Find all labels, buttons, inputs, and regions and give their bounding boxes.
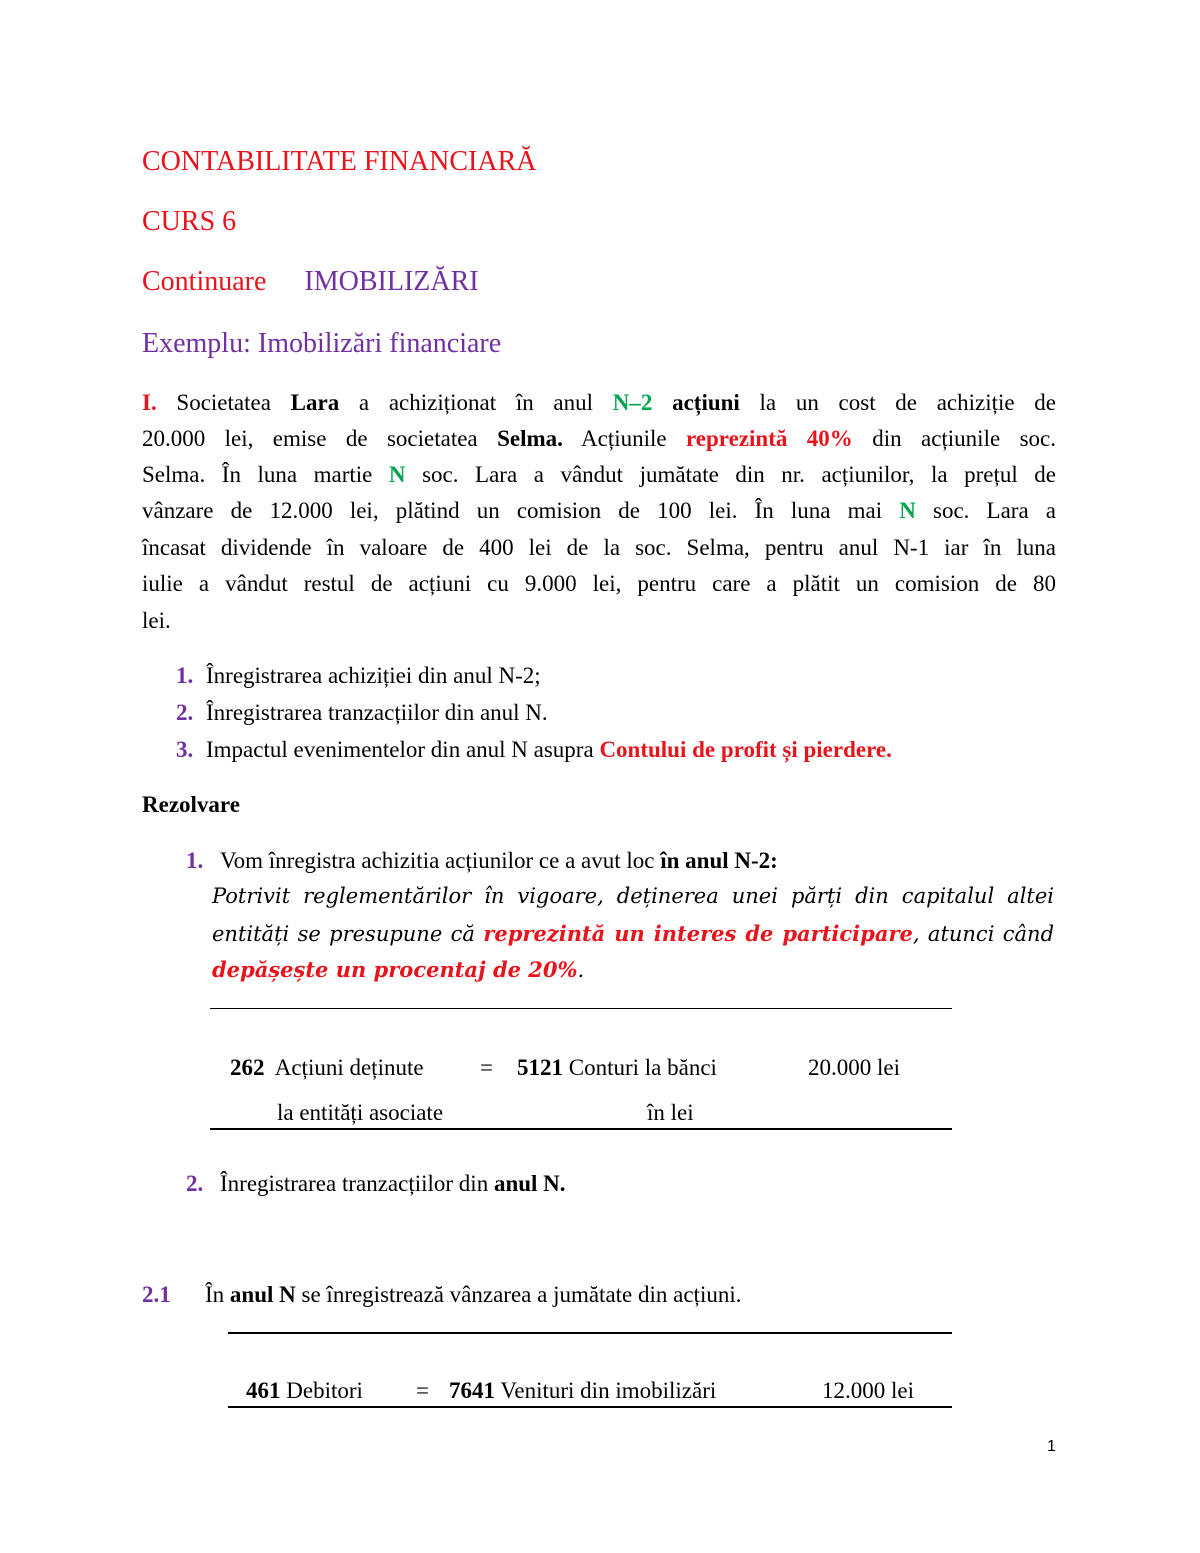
entry1-credit-cont: în lei bbox=[647, 1100, 694, 1125]
year-n: N bbox=[899, 498, 916, 523]
task-number: 3. bbox=[176, 737, 194, 762]
note-line-2 bbox=[212, 921, 1054, 946]
problem-line-6: iulie a vândut restul de acțiuni cu 9.000 lei, pentru care a plătit un comision de 80 bbox=[142, 571, 1056, 596]
continue-label: Continuare bbox=[142, 266, 267, 297]
step-2 bbox=[186, 1171, 566, 1197]
section-heading bbox=[142, 266, 479, 298]
entry1-debit-cont: la entități asociate bbox=[277, 1100, 444, 1125]
text: Selma. În luna martie bbox=[142, 462, 389, 487]
year-n: N bbox=[388, 462, 406, 487]
step-text: se înregistrează vânzarea a jumătate din acțiuni. bbox=[295, 1282, 742, 1307]
text: , atunci când bbox=[912, 922, 1055, 946]
note-line-1: Potrivit reglementărilor în vigoare, deținerea unei părți din capitalul altei bbox=[212, 884, 1054, 908]
text: Acțiunile bbox=[562, 426, 687, 451]
step-2-1 bbox=[142, 1282, 741, 1308]
task-text: Înregistrarea tranzacțiilor din anul N. bbox=[206, 700, 548, 725]
step-number: 2. bbox=[186, 1171, 204, 1196]
entry1-debit bbox=[230, 1055, 424, 1081]
divider bbox=[228, 1406, 952, 1408]
account-name: Venituri din imobilizări bbox=[495, 1378, 717, 1403]
problem-line-3 bbox=[142, 462, 1056, 488]
entry2-credit bbox=[449, 1378, 716, 1404]
step-text: Înregistrarea tranzacțiilor din bbox=[220, 1171, 494, 1196]
step-year: anul N bbox=[229, 1282, 296, 1307]
task-highlight: Contului de profit și pierdere. bbox=[599, 737, 892, 762]
step-1 bbox=[186, 848, 778, 874]
step-year: anul N. bbox=[493, 1171, 566, 1196]
text: vânzare de 12.000 lei, plătind un comision de 100 lei. În luna mai bbox=[142, 498, 900, 523]
step-year: în anul N-2: bbox=[660, 848, 778, 873]
text: din acțiunile soc. bbox=[852, 426, 1056, 451]
text: soc. Lara a vândut jumătate din nr. acțiunilor, la prețul de bbox=[405, 462, 1056, 487]
text: Societatea bbox=[176, 390, 291, 415]
problem-line-7: lei. bbox=[142, 608, 171, 633]
shares-term: acțiuni bbox=[672, 390, 740, 415]
participation-interest: reprezintă un interes de participare bbox=[483, 921, 913, 946]
step-number: 2.1 bbox=[142, 1282, 171, 1307]
account-code: 461 bbox=[246, 1378, 281, 1403]
entry1-equals: = bbox=[480, 1055, 493, 1080]
percentage-highlight: reprezintă 40% bbox=[686, 426, 853, 451]
entry2-amount: 12.000 lei bbox=[822, 1378, 914, 1403]
account-code: 262 bbox=[230, 1055, 265, 1080]
entry1-credit bbox=[517, 1055, 717, 1081]
step-text: Vom înregistra achizitia acțiunilor ce a avut loc bbox=[220, 848, 661, 873]
problem-line-4 bbox=[142, 498, 1056, 524]
account-name: Debitori bbox=[280, 1378, 363, 1403]
course-number: CURS 6 bbox=[142, 206, 237, 237]
year-n2: N–2 bbox=[612, 390, 653, 415]
text: a achiziționat în anul bbox=[339, 390, 613, 415]
entry1-amount: 20.000 lei bbox=[808, 1055, 900, 1080]
text: 20.000 lei, emise de societatea bbox=[142, 426, 498, 451]
problem-line-1 bbox=[142, 390, 1056, 416]
problem-line-5: încasat dividende în valoare de 400 lei de la soc. Selma, pentru anul N-1 iar în luna bbox=[142, 535, 1056, 560]
task-text: Înregistrarea achiziției din anul N-2; bbox=[206, 663, 541, 688]
task-number: 2. bbox=[176, 700, 194, 725]
account-name: Conturi la bănci bbox=[568, 1055, 717, 1080]
divider bbox=[228, 1332, 952, 1334]
text: entități se presupune că bbox=[212, 922, 484, 946]
problem-line-2 bbox=[142, 426, 1056, 452]
solution-heading: Rezolvare bbox=[142, 792, 240, 817]
task-text: Impactul evenimentelor din anul N asupra bbox=[206, 737, 600, 762]
example-heading: Exemplu: Imobilizări financiare bbox=[142, 328, 502, 359]
document-title: CONTABILITATE FINANCIARĂ bbox=[142, 146, 537, 177]
step-number: 1. bbox=[186, 848, 204, 873]
page-number: 1 bbox=[1047, 1438, 1056, 1455]
entry2-debit bbox=[246, 1378, 363, 1404]
divider bbox=[210, 1128, 952, 1130]
text bbox=[652, 390, 672, 415]
note-line-3 bbox=[212, 957, 584, 982]
company-lara: Lara bbox=[290, 390, 340, 415]
text: la un cost de achiziție de bbox=[739, 390, 1057, 415]
task-number: 1. bbox=[176, 663, 194, 688]
entry2-equals: = bbox=[416, 1378, 429, 1403]
company-selma: Selma. bbox=[497, 426, 563, 451]
account-code: 7641 bbox=[449, 1378, 495, 1403]
roman-numeral: I. bbox=[142, 390, 157, 415]
continue-topic: IMOBILIZĂRI bbox=[304, 266, 479, 297]
step-text: În bbox=[205, 1282, 230, 1307]
text: soc. Lara a bbox=[915, 498, 1056, 523]
divider bbox=[210, 1008, 952, 1009]
threshold-highlight: depășește un procentaj de 20% bbox=[212, 957, 578, 982]
task-item bbox=[176, 700, 548, 726]
task-item bbox=[176, 663, 541, 689]
account-code: 5121 bbox=[517, 1055, 563, 1080]
account-name: Acțiuni deținute bbox=[274, 1055, 424, 1080]
task-item bbox=[176, 737, 892, 763]
text: . bbox=[577, 958, 585, 982]
